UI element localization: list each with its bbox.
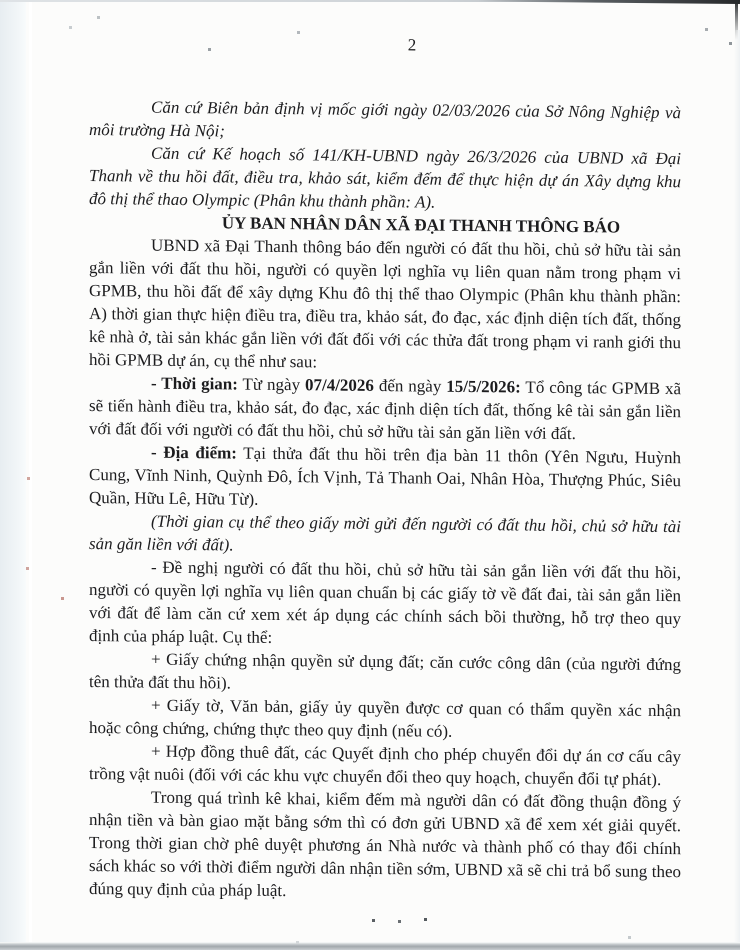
scan-edge-right bbox=[734, 30, 740, 950]
preamble-paragraph-2: Căn cứ Kế hoạch số 141/KH-UBND ngày 26/3/2026 của UBND xã Đại Thanh về thu hồi đất, điều tra, khảo sát, kiểm đếm để thực hiện dự án Xây dựng khu đô thị thể thao Olympic (Phân khu thành phần: A). bbox=[89, 143, 681, 212]
time-text-1: Từ ngày bbox=[237, 374, 305, 395]
page-number: 2 bbox=[407, 35, 417, 55]
closing-paragraph: Trong quá trình kê khai, kiểm đếm mà người dân có đất đồng thuận đồng ý nhận tiền và bàn giao mặt bằng sớm thì có đơn gửi UBND xã để xem xét giải quyết. Trong thời gian chờ phê duyệt phương án Nhà nước và thành phố có thay đổi chính sách khác so với thời điểm người dân nhận tiền sớm, UBND xã sẽ chi trả bổ sung theo đúng quy định của pháp luật. bbox=[89, 787, 681, 901]
scan-edge-left-highlight bbox=[29, 0, 32, 950]
document-content bbox=[89, 30, 681, 906]
time-label: - Thời gian: bbox=[151, 373, 238, 394]
scan-edge-left bbox=[0, 0, 26, 950]
intro-paragraph: UBND xã Đại Thanh thông báo đến người có đất thu hồi, chủ sở hữu tài sản gắn liền với đất thu hồi, người có quyền lợi nghĩa vụ liên quan nằm trong phạm vi GPMB, thu hồi đất để xây dựng Khu đô thị thể thao Olympic (Phân khu thành phần: A) thời gian thực hiện điều tra, điều tra, khảo sát, đo đạc, xác định diện tích đất, thống kê nhà ở, tài sản khác gắn liền với đất đối với các thửa đất trong phạm vi ranh giới thu hồi GPMB dự án, cụ thể như sau: bbox=[89, 235, 681, 372]
time-end-date: 15/5/2026: bbox=[446, 376, 521, 397]
time-text-3: Tổ công tác GPMB xã sẽ tiến hành điều tra, khảo sát, đo đạc, xác định diện tích đất, thống kê tài sản gắn liền với đất đối với người có đất thu hồi, chủ sở hữu tài sản găn liền với đất. bbox=[89, 377, 682, 444]
location-paragraph bbox=[89, 440, 681, 515]
note-paragraph: (Thời gian cụ thể theo giấy mời gửi đến người có đất thu hồi, chủ sở hữu tài sản găn liền với đất). bbox=[89, 511, 681, 555]
scan-edge-bottom bbox=[0, 942, 740, 950]
preamble-paragraph-1: Căn cứ Biên bản định vị mốc giới ngày 02/03/2026 của Sở Nông Nghiệp và môi trường Hà Nội; bbox=[89, 97, 681, 141]
time-start-date: 07/4/2026 bbox=[304, 375, 374, 395]
request-paragraph: - Đề nghị người có đất thu hồi, chủ sở hữu tài sản gắn liền với đất thu hồi, người có quyền lợi nghĩa vụ liên quan chuẩn bị các giấy tờ về đất đai, tài sản gắn liền với đất để làm căn cứ xem xét áp dụng các chính sách bồi thường, hỗ trợ theo quy định của pháp luật. Cụ thể: bbox=[89, 557, 681, 647]
document-item-3: + Hợp đồng thuê đất, các Quyết định cho phép chuyển đổi dự án cơ cấu cây trồng vật nuôi (đối với các khu vực chuyển đổi theo quy hoạch, chuyển đổi tự phát). bbox=[89, 741, 681, 789]
announcement-heading: ỦY BAN NHÂN DÂN XÃ ĐẠI THANH THÔNG BÁO bbox=[221, 213, 621, 237]
location-label: - Địa điểm: bbox=[151, 442, 237, 463]
document-item-2: + Giấy tờ, Văn bản, giấy ủy quyền được cơ quan có thẩm quyền xác nhận hoặc công chứng, chứng thực theo quy định (nếu có). bbox=[89, 695, 681, 741]
time-paragraph bbox=[89, 371, 681, 446]
scan-specks bbox=[0, 0, 3, 3]
location-text: Tại thửa đất thu hồi trên địa bàn 11 thôn (Yên Ngưu, Huỳnh Cung, Vĩnh Ninh, Quỳnh Đô, Ích Vịnh, Tả Thanh Oai, Nhân Hòa, Thượng Phúc, Siêu Quần, Hữu Lê, Hữu Từ). bbox=[89, 443, 681, 509]
time-text-2: đến ngày bbox=[373, 375, 447, 396]
document-item-1: + Giấy chứng nhận quyền sử dụng đất; căn cước công dân (của người đứng tên thửa đất thu hồi). bbox=[89, 649, 681, 693]
